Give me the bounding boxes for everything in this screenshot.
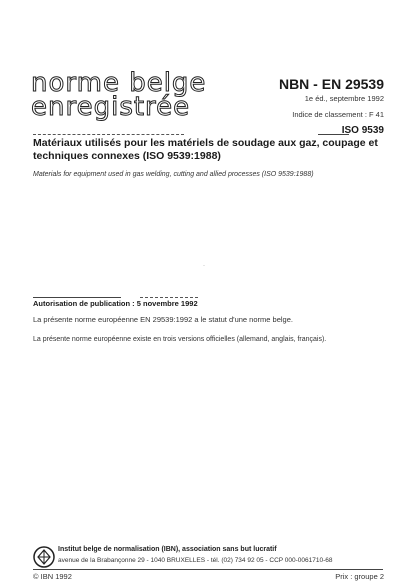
document-title: Matériaux utilisés pour les matériels de soudage aux gaz, coupage et techniques connexes (ISO 9539:1988) [33,137,378,162]
edition-date: 1e éd., septembre 1992 [304,94,384,103]
footer-institute: Institut belge de normalisation (IBN), association sans but lucratif [58,546,277,553]
publication-versions: La présente norme européenne existe en trois versions officielles (allemand, anglais, français). [33,336,327,343]
footer-price-group: Prix : groupe 2 [335,572,384,581]
document-title-english: Materials for equipment used in gas welding, cutting and allied processes (ISO 9539:1988) [33,171,314,178]
footer-rule [33,569,383,570]
footer-copyright: © IBN 1992 [33,572,72,581]
publication-rule-right [140,297,198,298]
publication-rule-left [33,297,121,298]
iso-reference: ISO 9539 [341,125,384,136]
ibn-logo-icon [33,546,55,568]
footer-address: avenue de la Brabançonne 29 - 1040 BRUXELLES - tél. (02) 734 92 05 - CCP 000-0061710-68 [58,557,333,564]
publication-status: La présente norme européenne EN 29539:1992 a le statut d'une norme belge. [33,315,293,324]
classification-index: Indice de classement : F 41 [292,110,384,119]
standard-code: NBN - EN 29539 [278,76,384,92]
brand-line-1: norme belge [31,68,207,98]
publication-authorization: Autorisation de publication : 5 novembre 1992 [33,299,198,308]
center-mark: · [203,263,205,269]
brand-line-2: enregistrée [31,92,191,122]
header-dashed-rule [33,134,184,135]
